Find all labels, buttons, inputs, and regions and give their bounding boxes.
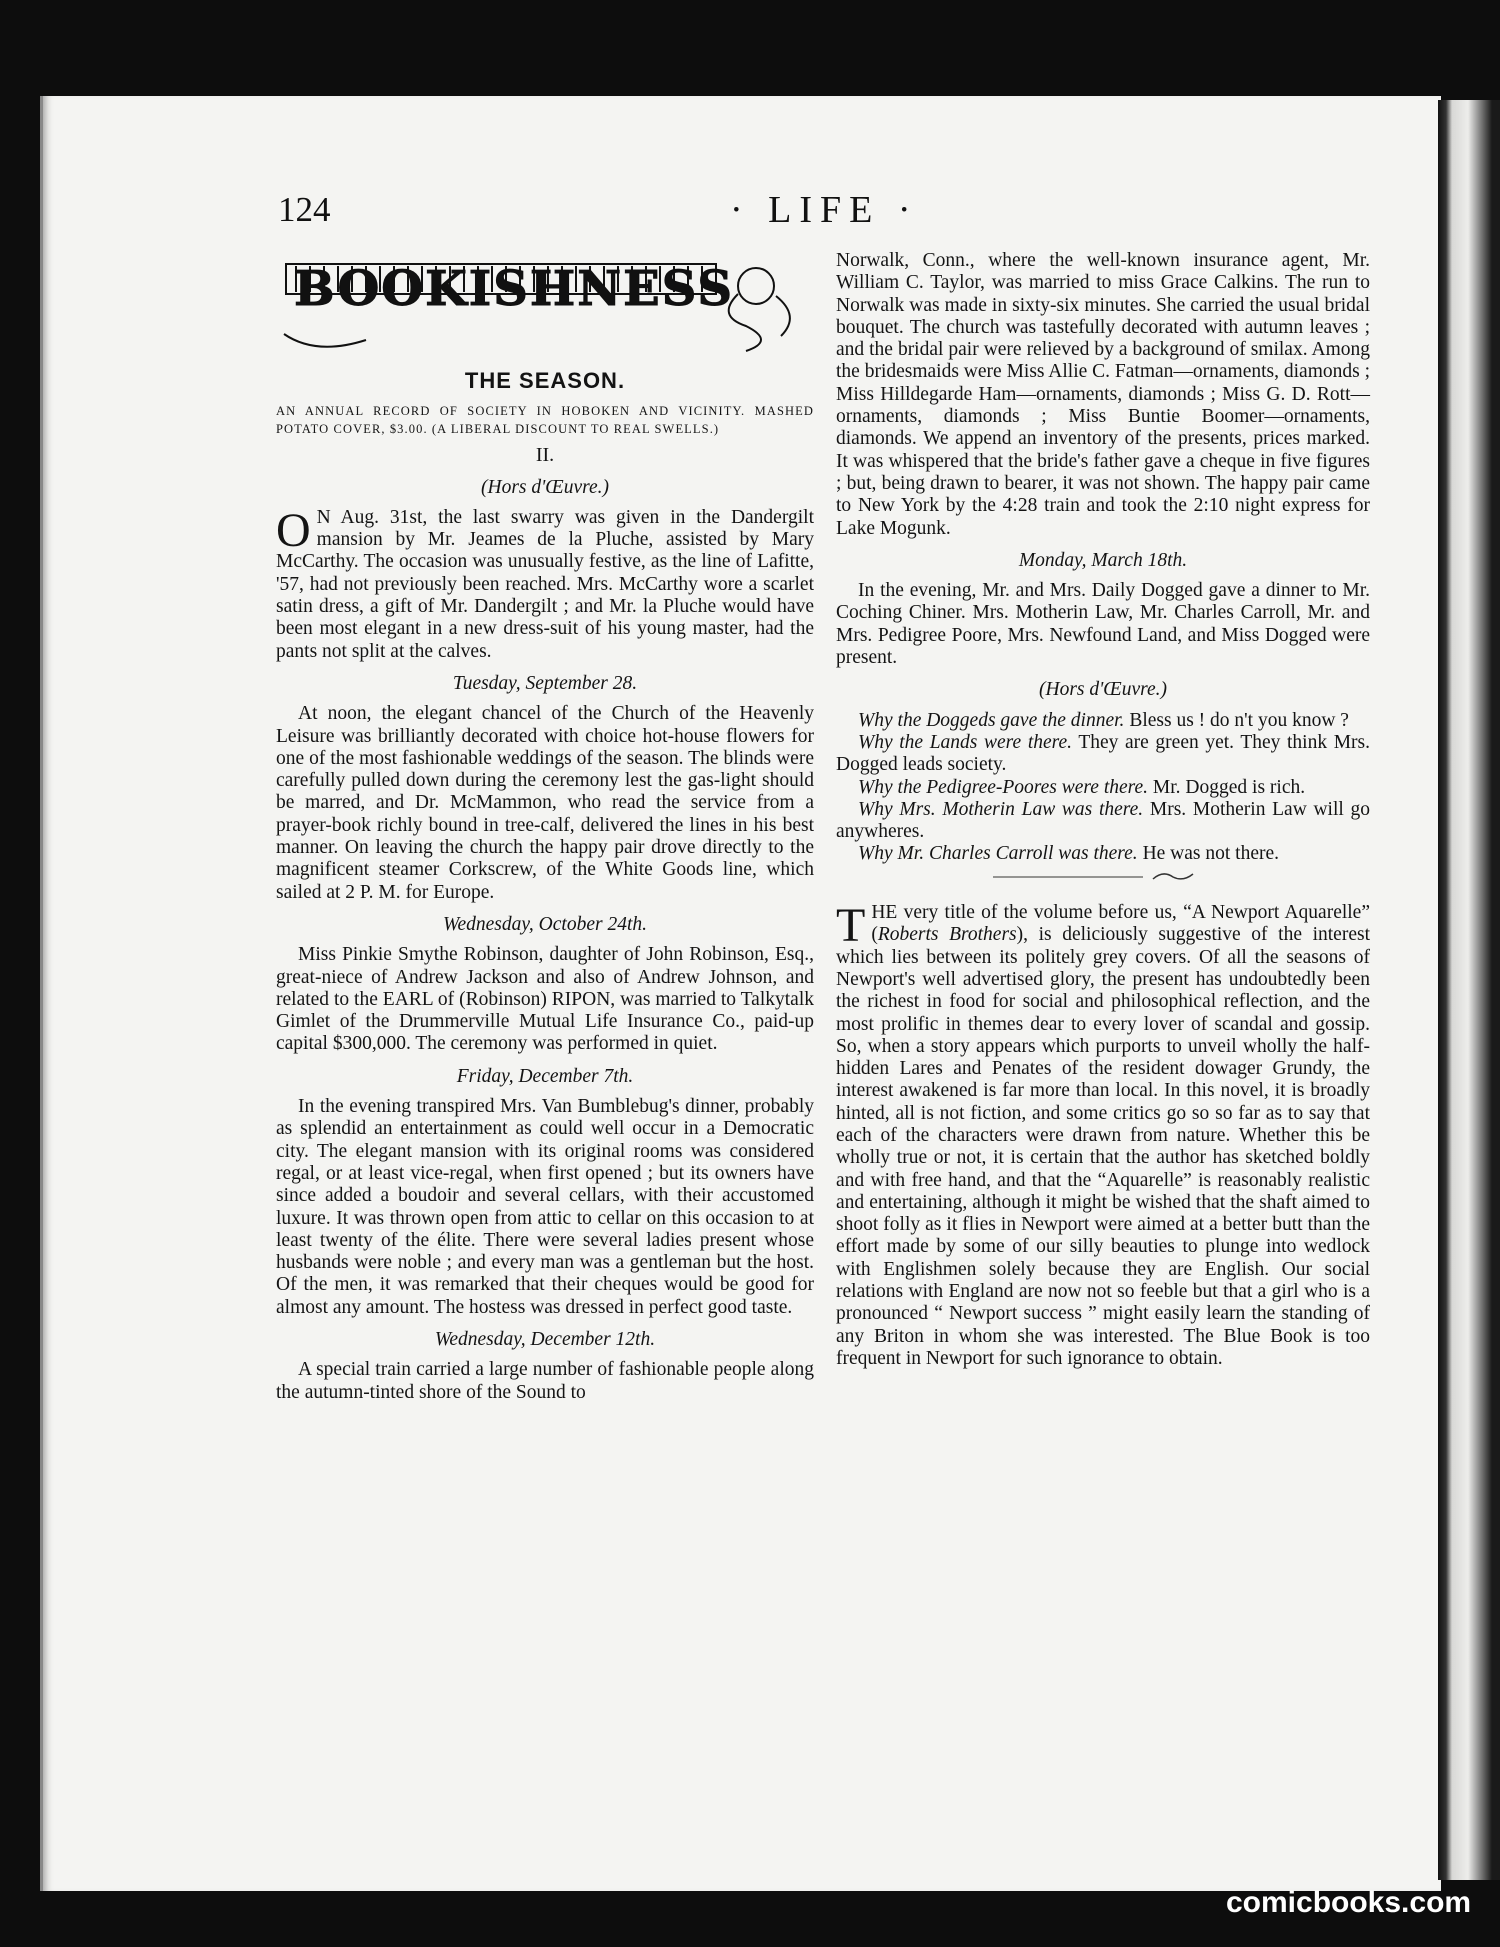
why-question: Why Mr. Charles Carroll was there. [858,843,1138,865]
site-watermark: comicbooks.com [1226,1886,1472,1919]
article-subtitle: AN ANNUAL RECORD OF SOCIETY IN HOBOKEN AND VICINITY. MASHED POTATO COVER, $3.00. (A LIBERAL DISCOUNT TO REAL SWELLS.) [276,404,814,437]
why-item [836,710,1370,732]
why-answer: Bless us ! do n't you know ? [1129,709,1349,731]
review-paragraph [836,899,1370,1370]
part-number: II. [535,444,555,467]
section-heading: Wednesday, October 24th. [443,913,647,935]
section-heading: Monday, March 18th. [1018,549,1188,571]
why-question: Why the Doggeds gave the dinner. [858,709,1125,731]
publisher-name: Roberts Brothers [877,924,1017,946]
paragraph: In the evening transpired Mrs. Van Bumblebug's dinner, probably as splendid an entertainment as could well occur in a Democratic city. The elegant mansion with its original rooms was considered regal, or at least vice-regal, when first opened ; but its owners have since added a boudoir and several cellars, with their accustomed luxure. It was thrown open from attic to cellar on this occasion to at least twenty of the élite. There were several ladies present whose husbands were noble ; and every man was a gentleman but the host. Of the men, it was remarked that their cheques would be good for almost any amount. The hostess was dressed in perfect good taste. [276,1096,814,1318]
why-answer: They are green yet. They think Mrs. Dogged leads society. [836,731,1371,776]
article-title: THE SEASON. [464,368,626,393]
next-page-edge [1438,100,1500,1880]
drop-cap: T [836,899,866,953]
section-heading: (Hors d'Œuvre.) [481,476,609,498]
right-column [836,250,1370,1370]
page-number: 124 [278,190,331,229]
page-header [278,190,1378,230]
bookishness-banner [276,256,814,360]
paragraph: Miss Pinkie Smythe Robinson, daughter of John Robinson, Esq., great-niece of Andrew Jackson and also of Andrew Johnson, and related to the EARL of (Robinson) RIPON, was married to Talkytalk Gimlet of the Drummerville Mutual Life Insurance Co., paid-up capital $300,000. The ceremony was performed in quiet. [276,944,814,1055]
paragraph [276,503,814,663]
why-question: Why the Pedigree-Poores were there. [858,776,1149,798]
paragraph: In the evening, Mr. and Mrs. Daily Dogged gave a dinner to Mr. Coching Chiner. Mrs. Motherin Law, Mr. Charles Carroll, Mr. and Mrs. Pedigree Poore, Mrs. Newfound Land, and Miss Dogged were present. [836,580,1370,669]
review-text: ), is deliciously suggestive of the interest which lies between its politely grey covers. Of all the seasons of Newport's well advertised glory, the present has undoubtedly been the richest in food for social and philosophical reflection, and the most prolific in themes dear to every lover of scandal and gossip. So, when a story appears which purports to unveil wholly the half-hidden Lares and Penates of the resident dowager Grundy, the interest awakened is far more than local. In this novel, it is broadly hinted, all is not fiction, and some critics go so so far as to say that each of the characters were drawn from nature. Whether this be wholly true or not, it is certain that the author has sketched boldly and with free hand, and that the “Aquarelle” is reasonably realistic and entertaining, although it might be wished that the shaft aimed to shoot folly as it flies in Newport were aimed at a better butt than the effort made by some of our silly beauties to plunge into wedlock with Englishmen solely because they are English. Our social relations with England are now not so feeble but that a girl who is a pronounced “ Newport success ” might easily learn the standing of any Briton in whom she was interested. The Blue Book is too frequent in Newport for such ignorance to obtain. [836,924,1370,1369]
drop-cap: O [276,503,311,557]
paragraph: Norwalk, Conn., where the well-known insurance agent, Mr. William C. Taylor, was married to miss Grace Calkins. The run to Norwalk was made in sixty-six minutes. She carried the usual bridal bouquet. The church was tastefully decorated with autumn leaves ; and the bridal pair were relieved by a background of smilax. Among the bridesmaids were Miss Allie C. Fatman—ornaments, diamonds ; Miss Hilldegarde Ham—ornaments, diamonds ; Miss G. D. Rott—ornaments, diamonds ; Miss Buntie Boomer—ornaments, diamonds. We append an inventory of the presents, prices marked. It was whispered that the bride's father gave a cheque in five figures ; but, being drawn to bearer, it was not shown. The happy pair came to New York by the 4:28 train and took the 2:10 night express for Lake Mogunk. [836,250,1371,539]
why-answer: He was not there. [1142,843,1280,865]
section-divider [836,868,1370,890]
left-column [276,256,814,1404]
why-item [836,843,1370,865]
why-question: Why Mrs. Motherin Law was there. [858,798,1144,820]
why-item [836,732,1370,777]
why-answer: Mrs. Motherin Law will go anywheres. [836,798,1371,843]
why-item [836,799,1370,844]
why-answer: Mr. Dogged is rich. [1152,776,1306,798]
paragraph: A special train carried a large number of fashionable people along the autumn-tinted shore of the Sound to [276,1359,814,1403]
why-question: Why the Lands were there. [858,731,1073,753]
section-heading: Tuesday, September 28. [452,672,638,694]
paragraph: At noon, the elegant chancel of the Church of the Heavenly Leisure was brilliantly decorated with choice hot-house flowers for one of the most fashionable weddings of the season. The blinds were carefully pulled down during the ceremony lest the gas-light should be marred, and Dr. McMammon, who read the service from a prayer-book richly bound in tree-calf, delivered the lines in his best manner. On leaving the church the happy pair drove directly to the magnificent steamer Corkscrew, of the White Goods line, which sailed at 2 P. M. for Europe. [276,703,814,903]
magazine-title: · LIFE · [730,189,919,231]
section-heading: (Hors d'Œuvre.) [1039,679,1167,701]
divider-flourish-icon [973,870,1233,884]
review-text: HE very title of the volume before us, “A Newport Aquarelle” ( [871,902,1370,946]
section-heading: Friday, December 7th. [456,1065,634,1087]
section-heading: Wednesday, December 12th. [434,1328,656,1350]
banner-title: BOOKISHNESS [294,261,735,317]
paragraph-text: N Aug. 31st, the last swarry was given in the Dandergilt mansion by Mr. Jeames de la Pluche, assisted by Mary McCarthy. The occasion was unusually festive, as the line of Lafitte, '57, had not previously been reached. Mrs. McCarthy wore a scarlet satin dress, a gift of Mr. Dandergilt ; and Mr. la Pluche would have been most elegant in a new dress-suit of his young master, had the pants not split at the calves. [276,506,814,662]
why-item [836,777,1370,799]
